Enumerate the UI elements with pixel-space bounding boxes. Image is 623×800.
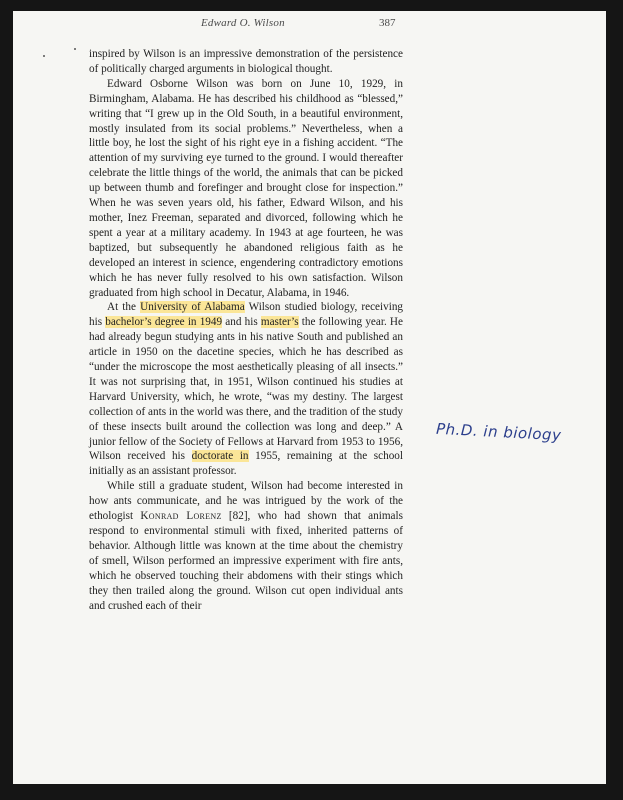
text-run: the following year. He had already begun studying ants in his native South and published an article in 1950 on the dacetine species, which he has described as “under the microscope the most aesthetically pleasing of all insects.” It was not surprising that, in 1951, Wilson continued his studies at Harvard University, which, he wrote, “was my destiny. The largest collection of ants in the world was there, and the tradition of the study of these insects built around the collection was long and deep.” A junior fellow of the Society of Fellows at Harvard from 1953 to 1956, Wilson received his	[89, 316, 403, 463]
running-header	[13, 17, 606, 33]
text-run: inspired by Wilson is an impressive demonstration of the persistence of politically charged arguments in biological thought.	[89, 48, 403, 75]
text-run: At the	[107, 301, 141, 314]
paper-speck	[43, 55, 45, 57]
header-author: Edward O. Wilson	[201, 17, 285, 29]
text-run: and his	[222, 316, 261, 329]
highlighted-text: doctorate in	[191, 450, 249, 463]
highlighted-text: bachelor’s degree in 1949	[105, 316, 223, 329]
paragraph	[89, 77, 403, 301]
text-run: 1955, remaining at the school initially as an assistant professor.	[89, 450, 403, 478]
text-run: Edward Osborne Wilson was born on June 10, 1929, in Birmingham, Alabama. He has described his childhood as “blessed,” writing that “I grew up in the Old South, in a beautiful environment, mostly insulated from its social problems.” Nevertheless, when a little boy, he lost the sight of his right eye in a fishing accident. “The attention of my surviving eye turned to the ground. I would thereafter celebrate the little things of the world, the animals that can be picked up between thumb and forefinger and brought close for inspection.” When he was seven years old, his father, Edward Wilson, and his mother, Inez Freeman, separated and divorced, following which he spent a year at a military academy. In 1943 at age fourteen, he was baptized, but subsequently he abandoned religious faith as he developed an interest in science, engendering contradictory emotions which he has never fully resolved to his own satisfaction. Wilson graduated from high school in Decatur, Alabama, in 1946.	[89, 77, 403, 299]
highlighted-text: master’s	[260, 316, 299, 329]
name-reference: Konrad Lorenz	[140, 510, 222, 523]
body-text	[89, 47, 403, 613]
paragraph	[89, 300, 403, 479]
page-number: 387	[379, 17, 396, 29]
paragraph	[89, 47, 403, 77]
highlighted-text: University of Alabama	[140, 301, 245, 314]
text-run: Wilson studied biology, receiving his	[89, 301, 404, 329]
handwritten-annotation: Ph.D. in biology	[435, 419, 562, 445]
paper-speck	[74, 48, 76, 50]
text-run: While still a graduate student, Wilson had become interested in how ants communicate, and he was intrigued by the work of the ethologist	[89, 480, 403, 523]
text-run: [82], who had shown that animals respond to environmental stimuli with fixed, inherited patterns of behavior. Although little was known at the time about the chemistry of smell, Wilson performed an impressive experiment with fire ants, which he observed touching their abdomens with their stings which they then trailed along the ground. Wilson cut open individual ants and crushed each of their	[89, 510, 403, 612]
document-page	[13, 11, 606, 784]
paragraph	[89, 479, 403, 613]
